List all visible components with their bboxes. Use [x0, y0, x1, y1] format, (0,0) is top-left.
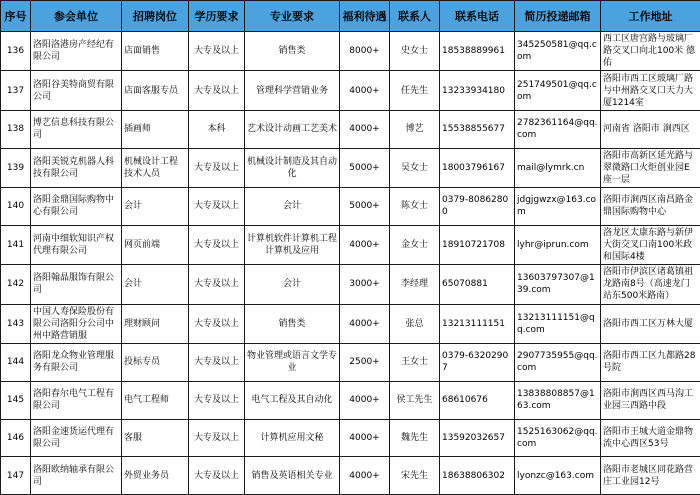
cell-salary: 3000+: [340, 265, 390, 304]
cell-contact: 侯工先生: [390, 381, 440, 419]
header-cell-education: 学历要求: [189, 1, 245, 32]
cell-position: 投标专员: [122, 344, 189, 382]
cell-phone: 0379-80862800: [440, 188, 515, 226]
cell-no: 138: [1, 110, 31, 148]
cell-education: 大专及以上: [189, 419, 245, 457]
header-cell-contact: 联系人: [390, 1, 440, 32]
table-row: [1, 148, 700, 187]
cell-contact: 宋先生: [390, 457, 440, 495]
cell-no: 145: [1, 381, 31, 419]
table-body: [1, 32, 700, 495]
cell-company: 洛阳美锐克机器人科技有限公司: [31, 148, 122, 187]
cell-contact: 张总: [390, 304, 440, 343]
cell-phone: 0379-63202907: [440, 344, 515, 382]
header-cell-salary: 福利待遇: [340, 1, 390, 32]
cell-address: 洛阳市西工区万林大厦: [601, 304, 700, 343]
table-row: [1, 419, 700, 457]
cell-major: 销售及英语相关专业: [245, 457, 340, 495]
cell-education: 大专及以上: [189, 32, 245, 71]
cell-address: 洛阳市涧西区南昌路金鼎国际购物中心: [601, 188, 700, 226]
table-row: [1, 110, 700, 148]
cell-salary: 4000+: [340, 304, 390, 343]
cell-email: lyonzc@163.com: [515, 457, 601, 495]
cell-salary: 4000+: [340, 71, 390, 110]
cell-no: 147: [1, 457, 31, 495]
cell-email: 2782361164@qq.com: [515, 110, 601, 148]
cell-phone: 18638806302: [440, 457, 515, 495]
header-cell-phone: 联系电话: [440, 1, 515, 32]
cell-no: 144: [1, 344, 31, 382]
cell-position: 店面销售: [122, 32, 189, 71]
table-row: [1, 457, 700, 495]
cell-no: 140: [1, 188, 31, 226]
cell-phone: 18538889961: [440, 32, 515, 71]
table-row: [1, 32, 700, 71]
cell-salary: 4000+: [340, 457, 390, 495]
cell-address: 洛阳市伊滨区诸葛镇祖龙路南8号（高速龙门站东500米路南）: [601, 265, 700, 304]
cell-company: 洛阳春尔电气工程有限公司: [31, 381, 122, 419]
cell-no: 141: [1, 225, 31, 264]
cell-position: 会计: [122, 188, 189, 226]
cell-no: 139: [1, 148, 31, 187]
cell-position: 电气工程师: [122, 381, 189, 419]
cell-major: 物业管理或语言文学专业: [245, 344, 340, 382]
header-cell-email: 简历投递邮箱: [515, 1, 601, 32]
cell-contact: 史女士: [390, 32, 440, 71]
cell-address: 洛阳市西工区玻璃厂路与中州路交叉口天力大厦1214室: [601, 71, 700, 110]
cell-position: 会计: [122, 265, 189, 304]
cell-company: 洛阳金鼎国际购物中心有限公司: [31, 188, 122, 226]
cell-major: 会计: [245, 188, 340, 226]
cell-position: 客服: [122, 419, 189, 457]
cell-email: 13213111151@qq.com: [515, 304, 601, 343]
cell-major: 电气工程及其自动化: [245, 381, 340, 419]
cell-education: 大专及以上: [189, 225, 245, 264]
cell-email: 13838808857@163.com: [515, 381, 601, 419]
table-row: [1, 188, 700, 226]
cell-position: 机械设计工程技术人员: [122, 148, 189, 187]
cell-company: 洛阳翰晶服饰有限公司: [31, 265, 122, 304]
cell-company: 洛阳金速货运代理有限公司: [31, 419, 122, 457]
cell-address: 洛阳市西工区九都路28号院: [601, 344, 700, 382]
cell-email: 2907735955@qq.com: [515, 344, 601, 382]
cell-education: 大专及以上: [189, 265, 245, 304]
cell-position: 外贸业务员: [122, 457, 189, 495]
cell-contact: 金女士: [390, 225, 440, 264]
cell-education: 大专及以上: [189, 188, 245, 226]
cell-education: 大专及以上: [189, 457, 245, 495]
cell-education: 大专及以上: [189, 381, 245, 419]
cell-major: 销售类: [245, 32, 340, 71]
cell-education: 大专及以上: [189, 148, 245, 187]
cell-phone: 18003796167: [440, 148, 515, 187]
cell-phone: 15538855677: [440, 110, 515, 148]
cell-email: lyhr@iprun.com: [515, 225, 601, 264]
cell-contact: 陈女士: [390, 188, 440, 226]
cell-phone: 18910721708: [440, 225, 515, 264]
header-cell-position: 招聘岗位: [122, 1, 189, 32]
cell-company: 河南中细软知识产权代理有限公司: [31, 225, 122, 264]
cell-major: 管理科学营销业务: [245, 71, 340, 110]
cell-address: 西工区唐宫路与玻璃厂路交叉口向北100米 德佑: [601, 32, 700, 71]
cell-address: 洛阳市王城大道金鼎物流中心西区53号: [601, 419, 700, 457]
cell-phone: 68610676: [440, 381, 515, 419]
cell-contact: 王女士: [390, 344, 440, 382]
cell-company: 中国人寿保险股份有限公司洛阳分公司中州中路营销服: [31, 304, 122, 343]
cell-major: 计算机应用文秘: [245, 419, 340, 457]
cell-company: 博艺信息科技有限公司: [31, 110, 122, 148]
table-row: [1, 265, 700, 304]
cell-email: 251749501@qq.com: [515, 71, 601, 110]
table-row: [1, 344, 700, 382]
cell-salary: 5000+: [340, 188, 390, 226]
cell-no: 146: [1, 419, 31, 457]
table-row: [1, 71, 700, 110]
cell-position: 网页前端: [122, 225, 189, 264]
cell-phone: 13213111151: [440, 304, 515, 343]
cell-email: 1525163062@qq.com: [515, 419, 601, 457]
cell-major: 计算机软件计算机工程计算机及应用: [245, 225, 340, 264]
cell-address: 洛阳市高新区延光路与翠微路口火炬创业园E座一层: [601, 148, 700, 187]
cell-address: 河南省 洛阳市 涧西区: [601, 110, 700, 148]
header-cell-address: 工作地址: [601, 1, 700, 32]
cell-phone: 13592032657: [440, 419, 515, 457]
cell-email: mail@lymrk.cn: [515, 148, 601, 187]
header-cell-no: 序号: [1, 1, 31, 32]
cell-education: 大专及以上: [189, 344, 245, 382]
cell-company: 洛阳谷美特商贸有限公司: [31, 71, 122, 110]
cell-education: 本科: [189, 110, 245, 148]
cell-contact: 魏先生: [390, 419, 440, 457]
cell-contact: 任先生: [390, 71, 440, 110]
cell-no: 136: [1, 32, 31, 71]
cell-salary: 5000+: [340, 148, 390, 187]
table-row: [1, 225, 700, 264]
cell-company: 洛阳龙众物业管理服务有限公司: [31, 344, 122, 382]
cell-contact: 吴女士: [390, 148, 440, 187]
cell-education: 大专及以上: [189, 71, 245, 110]
cell-salary: 4000+: [340, 419, 390, 457]
cell-salary: 4000+: [340, 110, 390, 148]
cell-salary: 4000+: [340, 225, 390, 264]
cell-phone: 13233934180: [440, 71, 515, 110]
cell-salary: 2500+: [340, 344, 390, 382]
cell-no: 142: [1, 265, 31, 304]
header-row: [1, 1, 700, 32]
cell-education: 大专及以上: [189, 304, 245, 343]
cell-address: 洛阳市涧西区西马沟工业园三西路中段: [601, 381, 700, 419]
cell-no: 143: [1, 304, 31, 343]
cell-address: 洛龙区太康东路与新伊大街交叉口南100米政和国际4楼: [601, 225, 700, 264]
cell-position: 店面客服专员: [122, 71, 189, 110]
cell-position: 插画师: [122, 110, 189, 148]
cell-company: 洛阳欧纳轴承有限公司: [31, 457, 122, 495]
cell-salary: 4000+: [340, 381, 390, 419]
table-row: [1, 304, 700, 343]
table-row: [1, 381, 700, 419]
cell-position: 理财顾问: [122, 304, 189, 343]
cell-email: jdgjgwzx@163.com: [515, 188, 601, 226]
cell-salary: 8000+: [340, 32, 390, 71]
cell-major: 销售类: [245, 304, 340, 343]
cell-no: 137: [1, 71, 31, 110]
cell-major: 会计: [245, 265, 340, 304]
cell-email: 345250581@qq.com: [515, 32, 601, 71]
cell-phone: 65070881: [440, 265, 515, 304]
cell-major: 艺术设计动画工艺美术: [245, 110, 340, 148]
header-cell-major: 专业要求: [245, 1, 340, 32]
cell-contact: 李经理: [390, 265, 440, 304]
header-cell-company: 参会单位: [31, 1, 122, 32]
cell-company: 洛阳洛港房产经纪有限公司: [31, 32, 122, 71]
cell-address: 洛阳市老城区同花路营庄工业园12号: [601, 457, 700, 495]
cell-contact: 博艺: [390, 110, 440, 148]
cell-major: 机械设计制造及其自动化: [245, 148, 340, 187]
cell-email: 13603797307@139.com: [515, 265, 601, 304]
